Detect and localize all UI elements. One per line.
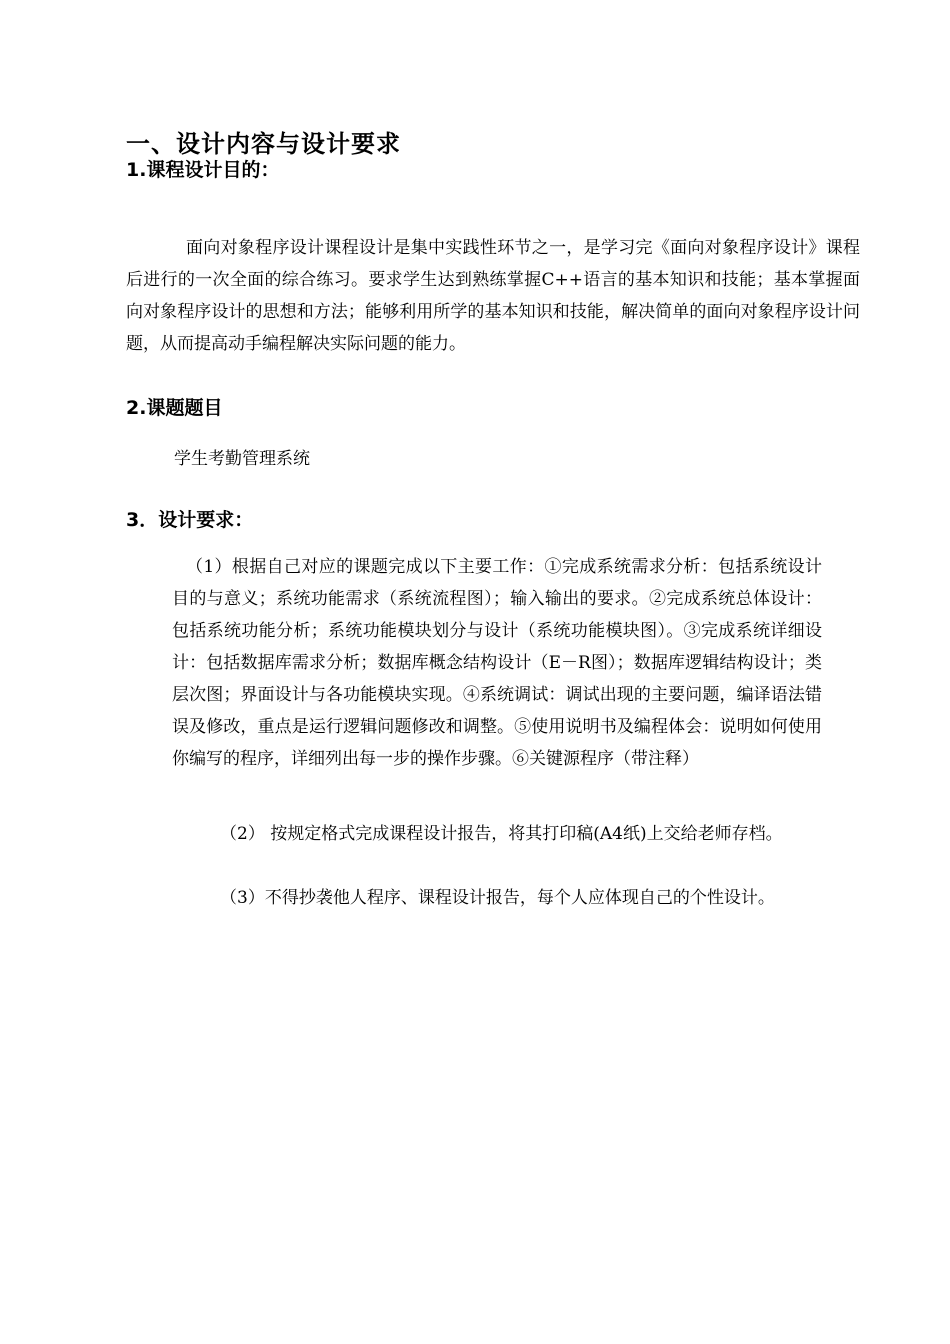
section-title-requirements: 3．设计要求： (126, 509, 254, 531)
requirement-item-2: （2） 按规定格式完成课程设计报告，将其打印稿(A4纸)上交给老师存档。 (220, 824, 783, 844)
requirement-item-1: （1）根据自己对应的课题完成以下主要工作：①完成系统需求分析：包括系统设计目的与意义；系统功能需求（系统流程图）；输入输出的要求。②完成系统总体设计：包括系统功能分析；系统功能模块划分与设计（系统功能模块图）。③完成系统详细设计：包括数据库需求分析；数据库概念结构设计（E－R图）；数据库逻辑结构设计；类层次图；界面设计与各功能模块实现。④系统调试：调试出现的主要问题，编译语法错误及修改，重点是运行逻辑问题修改和调整。⑤使用说明书及编程体会：说明如何使用你编写的程序，详细列出每一步的操作步骤。⑥关键源程序（带注释） (172, 557, 822, 769)
topic-paragraph: 学生考勤管理系统 (174, 449, 310, 469)
section-title-purpose: 1.课程设计目的： (126, 159, 280, 181)
requirement-item-3: （3）不得抄袭他人程序、课程设计报告，每个人应体现自己的个性设计。 (220, 888, 775, 908)
purpose-paragraph: 面向对象程序设计课程设计是集中实践性环节之一，是学习完《面向对象程序设计》课程后进行的一次全面的综合练习。要求学生达到熟练掌握C++语言的基本知识和技能；基本掌握面向对象程序设计的思想和方法；能够利用所学的基本知识和技能，解决简单的面向对象程序设计问题，从而提高动手编程解决实际问题的能力。 (126, 238, 860, 354)
main-heading: 一、设计内容与设计要求 (126, 130, 401, 158)
section-title-topic: 2.课题题目 (126, 397, 223, 419)
